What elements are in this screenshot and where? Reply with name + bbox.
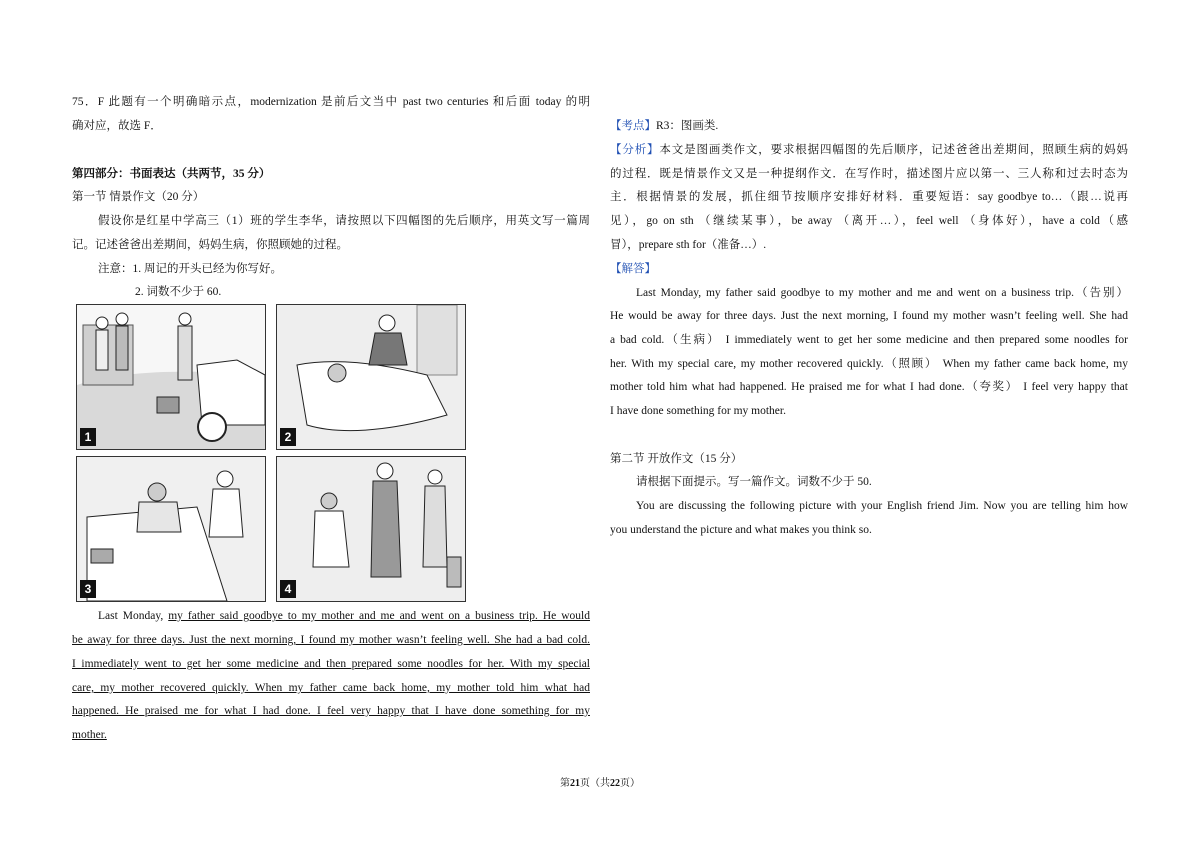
medicine-and-noodles-illustration (77, 457, 265, 601)
answer-line-3: a bad cold.（生病） I immediately went to get her some medicine and then prepared some noodles for (610, 334, 1128, 346)
essay-line-5: happened. He praised me for what I had done. I feel very happy that I have done something for my (72, 705, 590, 717)
section2-line-1: You are discussing the following picture with your English friend Jim. Now you are telling him how (636, 500, 1128, 512)
answer-line-6: I have done something for my mother. (610, 405, 786, 417)
footer-mid: 页（共 (580, 778, 610, 789)
footer-page-number: 21 (570, 778, 580, 789)
prompt-line2: 记。记述爸爸出差期间，妈妈生病，你照顾她的过程。 (72, 239, 348, 251)
footer-total-pages: 22 (610, 778, 620, 789)
footer-suffix: 页） (620, 778, 640, 789)
fenxi-tag: 【分析】 (610, 144, 660, 156)
essay-underlined-1: my father said goodbye to my mother and me and went on a business trip. He would (168, 610, 591, 622)
section2-title: 第二节 开放作文（15 分） (610, 453, 743, 465)
kaodian-line (610, 118, 718, 134)
essay-line-1 (72, 608, 590, 624)
panel-number-4: 4 (280, 580, 296, 598)
page-footer (0, 774, 1200, 789)
note-1: 注意：1. 周记的开头已经为你写好。 (98, 263, 282, 275)
essay-line-6: mother. (72, 729, 107, 741)
panel-number-1: 1 (80, 428, 96, 446)
fenxi-line-4: 见），go on sth （继续某事），be away （离开…），feel well （身体好），have a cold（感 (610, 215, 1128, 227)
essay-line-4: care, my mother recovered quickly. When my father came back home, my mother told him what had (72, 682, 590, 694)
essay-line-3: I immediately went to get her some medicine and then prepared some noodles for her. With my special (72, 658, 590, 670)
picture-panel-1 (76, 304, 266, 450)
essay-line-2: be away for three days. Just the next morning, I found my mother wasn’t feeling well. She had a bad cold. (72, 634, 590, 646)
picture-panel-3 (76, 456, 266, 602)
kaodian-text: R3：图画类. (656, 120, 719, 132)
note-2: 2. 词数不少于 60. (135, 286, 222, 298)
section1-title: 第一节 情景作文（20 分） (72, 191, 205, 203)
fenxi-line-5: 冒），prepare sth for（准备…）. (610, 239, 767, 251)
farewell-scene-illustration (77, 305, 265, 449)
fenxi-line-1 (610, 142, 1128, 158)
fenxi-line-2: 的过程．既是情景作文又是一种提纲作文．在写作时，描述图片应以第一、三人称和过去时态为 (610, 168, 1128, 180)
prompt-line1: 假设你是红星中学高三（1）班的学生李华，请按照以下四幅图的先后顺序，用英文写一篇周 (98, 215, 590, 227)
kaodian-tag: 【考点】 (610, 120, 656, 132)
answer-line-5: mother told him what had happened. He praised me for what I had done.（夸奖） I feel very happy that (610, 381, 1128, 393)
father-returns-home-illustration (277, 457, 465, 601)
picture-panel-2 (276, 304, 466, 450)
q75-explanation-line2: 确对应，故选 F． (72, 120, 162, 132)
panel-number-3: 3 (80, 580, 96, 598)
answer-line-2: He would be away for three days. Just the next morning, I found my mother wasn’t feeling well. She had (610, 310, 1128, 322)
four-picture-illustration (76, 304, 470, 602)
section2-line-2: you understand the picture and what makes you think so. (610, 524, 872, 536)
fenxi-line-3: 主．根据情景的发展，抓住细节按顺序安排好材料．重要短语：say goodbye to…（跟…说再 (610, 191, 1128, 203)
answer-line-1: Last Monday, my father said goodbye to my mother and me and went on a business trip.（告别） (636, 287, 1128, 299)
jieda-tag: 【解答】 (610, 263, 656, 275)
fenxi-text-1: 本文是图画类作文，要求根据四幅图的先后顺序，记述爸爸出差期间，照顾生病的妈妈 (659, 144, 1129, 156)
answer-line-4: her. With my special care, my mother recovered quickly.（照顾） When my father came back home, my (610, 358, 1128, 370)
part4-title: 第四部分：书面表达（共两节，35 分） (72, 168, 271, 180)
panel-number-2: 2 (280, 428, 296, 446)
sick-mother-in-bed-illustration (277, 305, 465, 449)
essay-opening: Last Monday, (98, 610, 169, 622)
picture-panel-4 (276, 456, 466, 602)
section2-prompt: 请根据下面提示。写一篇作文。词数不少于 50. (636, 476, 872, 488)
q75-explanation-line1: 75．F 此题有一个明确暗示点，modernization 是前后文当中 past two centuries 和后面 today 的明 (72, 96, 590, 108)
footer-prefix: 第 (560, 778, 570, 789)
